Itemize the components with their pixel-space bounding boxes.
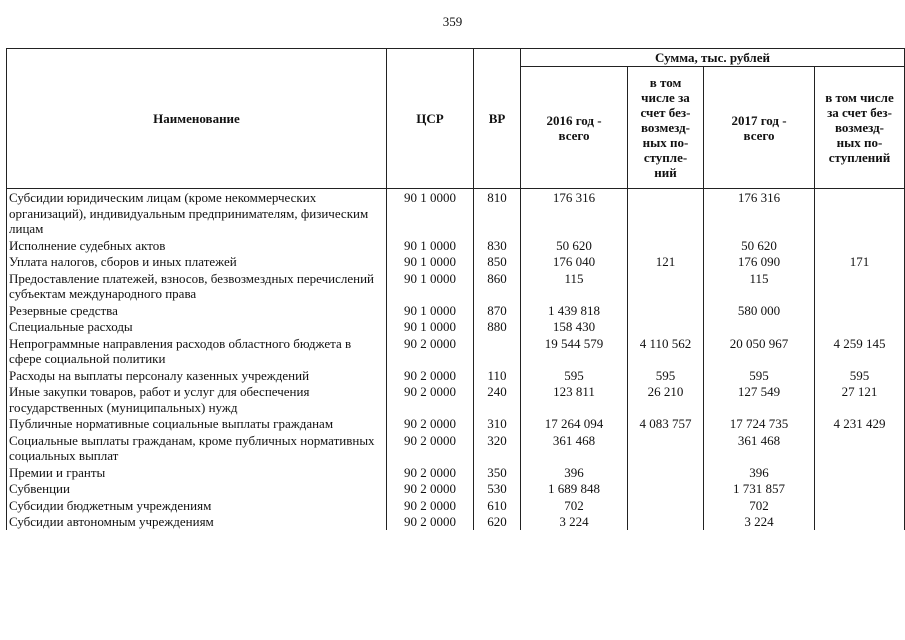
row-2016-free	[628, 464, 704, 481]
row-2016-free	[628, 497, 704, 514]
row-vr: 310	[474, 415, 521, 432]
row-name: Субсидии автономным учреждениям	[7, 513, 387, 530]
row-2017-free	[815, 497, 905, 514]
row-name: Субвенции	[7, 480, 387, 497]
row-name: Субсидии бюджетным учреждениям	[7, 497, 387, 514]
header-2016-free-text: в том числе за счет без-возмезд-ных по-ступле-ний	[640, 75, 691, 180]
row-csr: 90 2 0000	[387, 432, 474, 464]
header-2016-total	[521, 67, 628, 189]
row-2017-total: 176 316	[704, 189, 815, 237]
row-csr: 90 2 0000	[387, 513, 474, 530]
row-2017-free: 171	[815, 253, 905, 270]
row-2017-total: 595	[704, 367, 815, 384]
row-vr: 350	[474, 464, 521, 481]
row-2016-total: 1 439 818	[521, 302, 628, 319]
row-2016-free	[628, 318, 704, 335]
row-2017-free	[815, 318, 905, 335]
row-vr: 320	[474, 432, 521, 464]
row-vr: 850	[474, 253, 521, 270]
table-row	[7, 415, 905, 432]
row-name: Предоставление платежей, взносов, безвозмездных перечислений субъектам международного права	[7, 270, 387, 302]
row-name: Непрограммные направления расходов областного бюджета в сфере социальной политики	[7, 335, 387, 367]
row-2016-free	[628, 432, 704, 464]
row-name: Расходы на выплаты персоналу казенных учреждений	[7, 367, 387, 384]
table-row	[7, 237, 905, 254]
row-name: Специальные расходы	[7, 318, 387, 335]
row-vr	[474, 335, 521, 367]
row-2017-free	[815, 513, 905, 530]
row-2016-total: 176 316	[521, 189, 628, 237]
table-row	[7, 480, 905, 497]
row-name: Уплата налогов, сборов и иных платежей	[7, 253, 387, 270]
row-vr: 620	[474, 513, 521, 530]
row-2017-total: 115	[704, 270, 815, 302]
row-name: Исполнение судебных актов	[7, 237, 387, 254]
row-2017-free: 595	[815, 367, 905, 384]
header-2017-total-text: 2017 год - всего	[731, 112, 787, 143]
row-2016-total: 3 224	[521, 513, 628, 530]
row-csr: 90 2 0000	[387, 383, 474, 415]
row-2016-total: 595	[521, 367, 628, 384]
row-vr: 530	[474, 480, 521, 497]
row-2017-free	[815, 432, 905, 464]
table-row	[7, 497, 905, 514]
header-2016-free	[628, 67, 704, 189]
header-2017-free-text: в том числе за счет без-возмезд-ных по-ступлений	[825, 90, 894, 165]
row-2016-free	[628, 513, 704, 530]
row-vr: 860	[474, 270, 521, 302]
table-header	[7, 49, 905, 189]
row-2016-total: 361 468	[521, 432, 628, 464]
row-2016-total: 396	[521, 464, 628, 481]
row-csr: 90 1 0000	[387, 318, 474, 335]
row-2016-total: 19 544 579	[521, 335, 628, 367]
row-2017-free: 4 259 145	[815, 335, 905, 367]
table-row	[7, 383, 905, 415]
row-name: Публичные нормативные социальные выплаты гражданам	[7, 415, 387, 432]
row-2016-total: 702	[521, 497, 628, 514]
row-2017-total: 127 549	[704, 383, 815, 415]
row-2017-total: 50 620	[704, 237, 815, 254]
row-name: Резервные средства	[7, 302, 387, 319]
row-2016-total: 50 620	[521, 237, 628, 254]
row-2016-total: 17 264 094	[521, 415, 628, 432]
table-row	[7, 513, 905, 530]
row-2017-total: 20 050 967	[704, 335, 815, 367]
row-vr: 870	[474, 302, 521, 319]
row-2017-free	[815, 480, 905, 497]
row-csr: 90 2 0000	[387, 335, 474, 367]
budget-table	[6, 48, 905, 530]
row-2016-free	[628, 270, 704, 302]
row-csr: 90 2 0000	[387, 367, 474, 384]
table-row	[7, 367, 905, 384]
row-2016-total: 1 689 848	[521, 480, 628, 497]
row-2016-free: 595	[628, 367, 704, 384]
row-vr: 110	[474, 367, 521, 384]
row-2017-total: 580 000	[704, 302, 815, 319]
row-2016-free	[628, 480, 704, 497]
row-name: Субсидии юридическим лицам (кроме некоммерческих организаций), индивидуальным предпринимателям, физическим лицам	[7, 189, 387, 237]
header-sum-group: Сумма, тыс. рублей	[521, 49, 905, 67]
table-row	[7, 302, 905, 319]
table-row	[7, 189, 905, 237]
row-2016-free	[628, 189, 704, 237]
row-2017-total: 176 090	[704, 253, 815, 270]
header-2017-total	[704, 67, 815, 189]
row-2016-total: 115	[521, 270, 628, 302]
row-csr: 90 1 0000	[387, 189, 474, 237]
row-csr: 90 2 0000	[387, 480, 474, 497]
row-2017-free	[815, 464, 905, 481]
table-row	[7, 253, 905, 270]
row-vr: 240	[474, 383, 521, 415]
table-row	[7, 335, 905, 367]
row-vr: 610	[474, 497, 521, 514]
row-csr: 90 2 0000	[387, 415, 474, 432]
row-name: Иные закупки товаров, работ и услуг для обеспечения государственных (муниципальных) нужд	[7, 383, 387, 415]
row-2016-free: 121	[628, 253, 704, 270]
row-2017-free	[815, 270, 905, 302]
row-vr: 880	[474, 318, 521, 335]
row-2017-free	[815, 302, 905, 319]
row-2017-total: 396	[704, 464, 815, 481]
header-csr: ЦСР	[387, 49, 474, 189]
row-vr: 810	[474, 189, 521, 237]
header-vr: ВР	[474, 49, 521, 189]
table-row	[7, 432, 905, 464]
row-csr: 90 2 0000	[387, 464, 474, 481]
row-2017-total: 1 731 857	[704, 480, 815, 497]
row-csr: 90 1 0000	[387, 253, 474, 270]
row-2016-total: 123 811	[521, 383, 628, 415]
row-2016-free: 4 110 562	[628, 335, 704, 367]
row-2017-free	[815, 189, 905, 237]
table-row	[7, 464, 905, 481]
row-2017-total: 702	[704, 497, 815, 514]
row-csr: 90 2 0000	[387, 497, 474, 514]
row-csr: 90 1 0000	[387, 237, 474, 254]
row-2017-free: 4 231 429	[815, 415, 905, 432]
row-2017-total	[704, 318, 815, 335]
row-2016-free: 4 083 757	[628, 415, 704, 432]
row-csr: 90 1 0000	[387, 270, 474, 302]
row-name: Премии и гранты	[7, 464, 387, 481]
table-body	[7, 189, 905, 530]
row-2016-free	[628, 302, 704, 319]
row-2017-total: 361 468	[704, 432, 815, 464]
row-2016-total: 158 430	[521, 318, 628, 335]
table-row	[7, 270, 905, 302]
row-2017-free: 27 121	[815, 383, 905, 415]
header-name: Наименование	[7, 49, 387, 189]
row-2017-total: 17 724 735	[704, 415, 815, 432]
row-2017-free	[815, 237, 905, 254]
header-2017-free	[815, 67, 905, 189]
row-2016-free: 26 210	[628, 383, 704, 415]
row-2016-free	[628, 237, 704, 254]
row-name: Социальные выплаты гражданам, кроме публичных нормативных социальных выплат	[7, 432, 387, 464]
row-2016-total: 176 040	[521, 253, 628, 270]
page-number: 359	[442, 14, 463, 29]
header-2016-total-text: 2016 год - всего	[546, 112, 602, 143]
row-2017-total: 3 224	[704, 513, 815, 530]
row-vr: 830	[474, 237, 521, 254]
row-csr: 90 1 0000	[387, 302, 474, 319]
table-row	[7, 318, 905, 335]
